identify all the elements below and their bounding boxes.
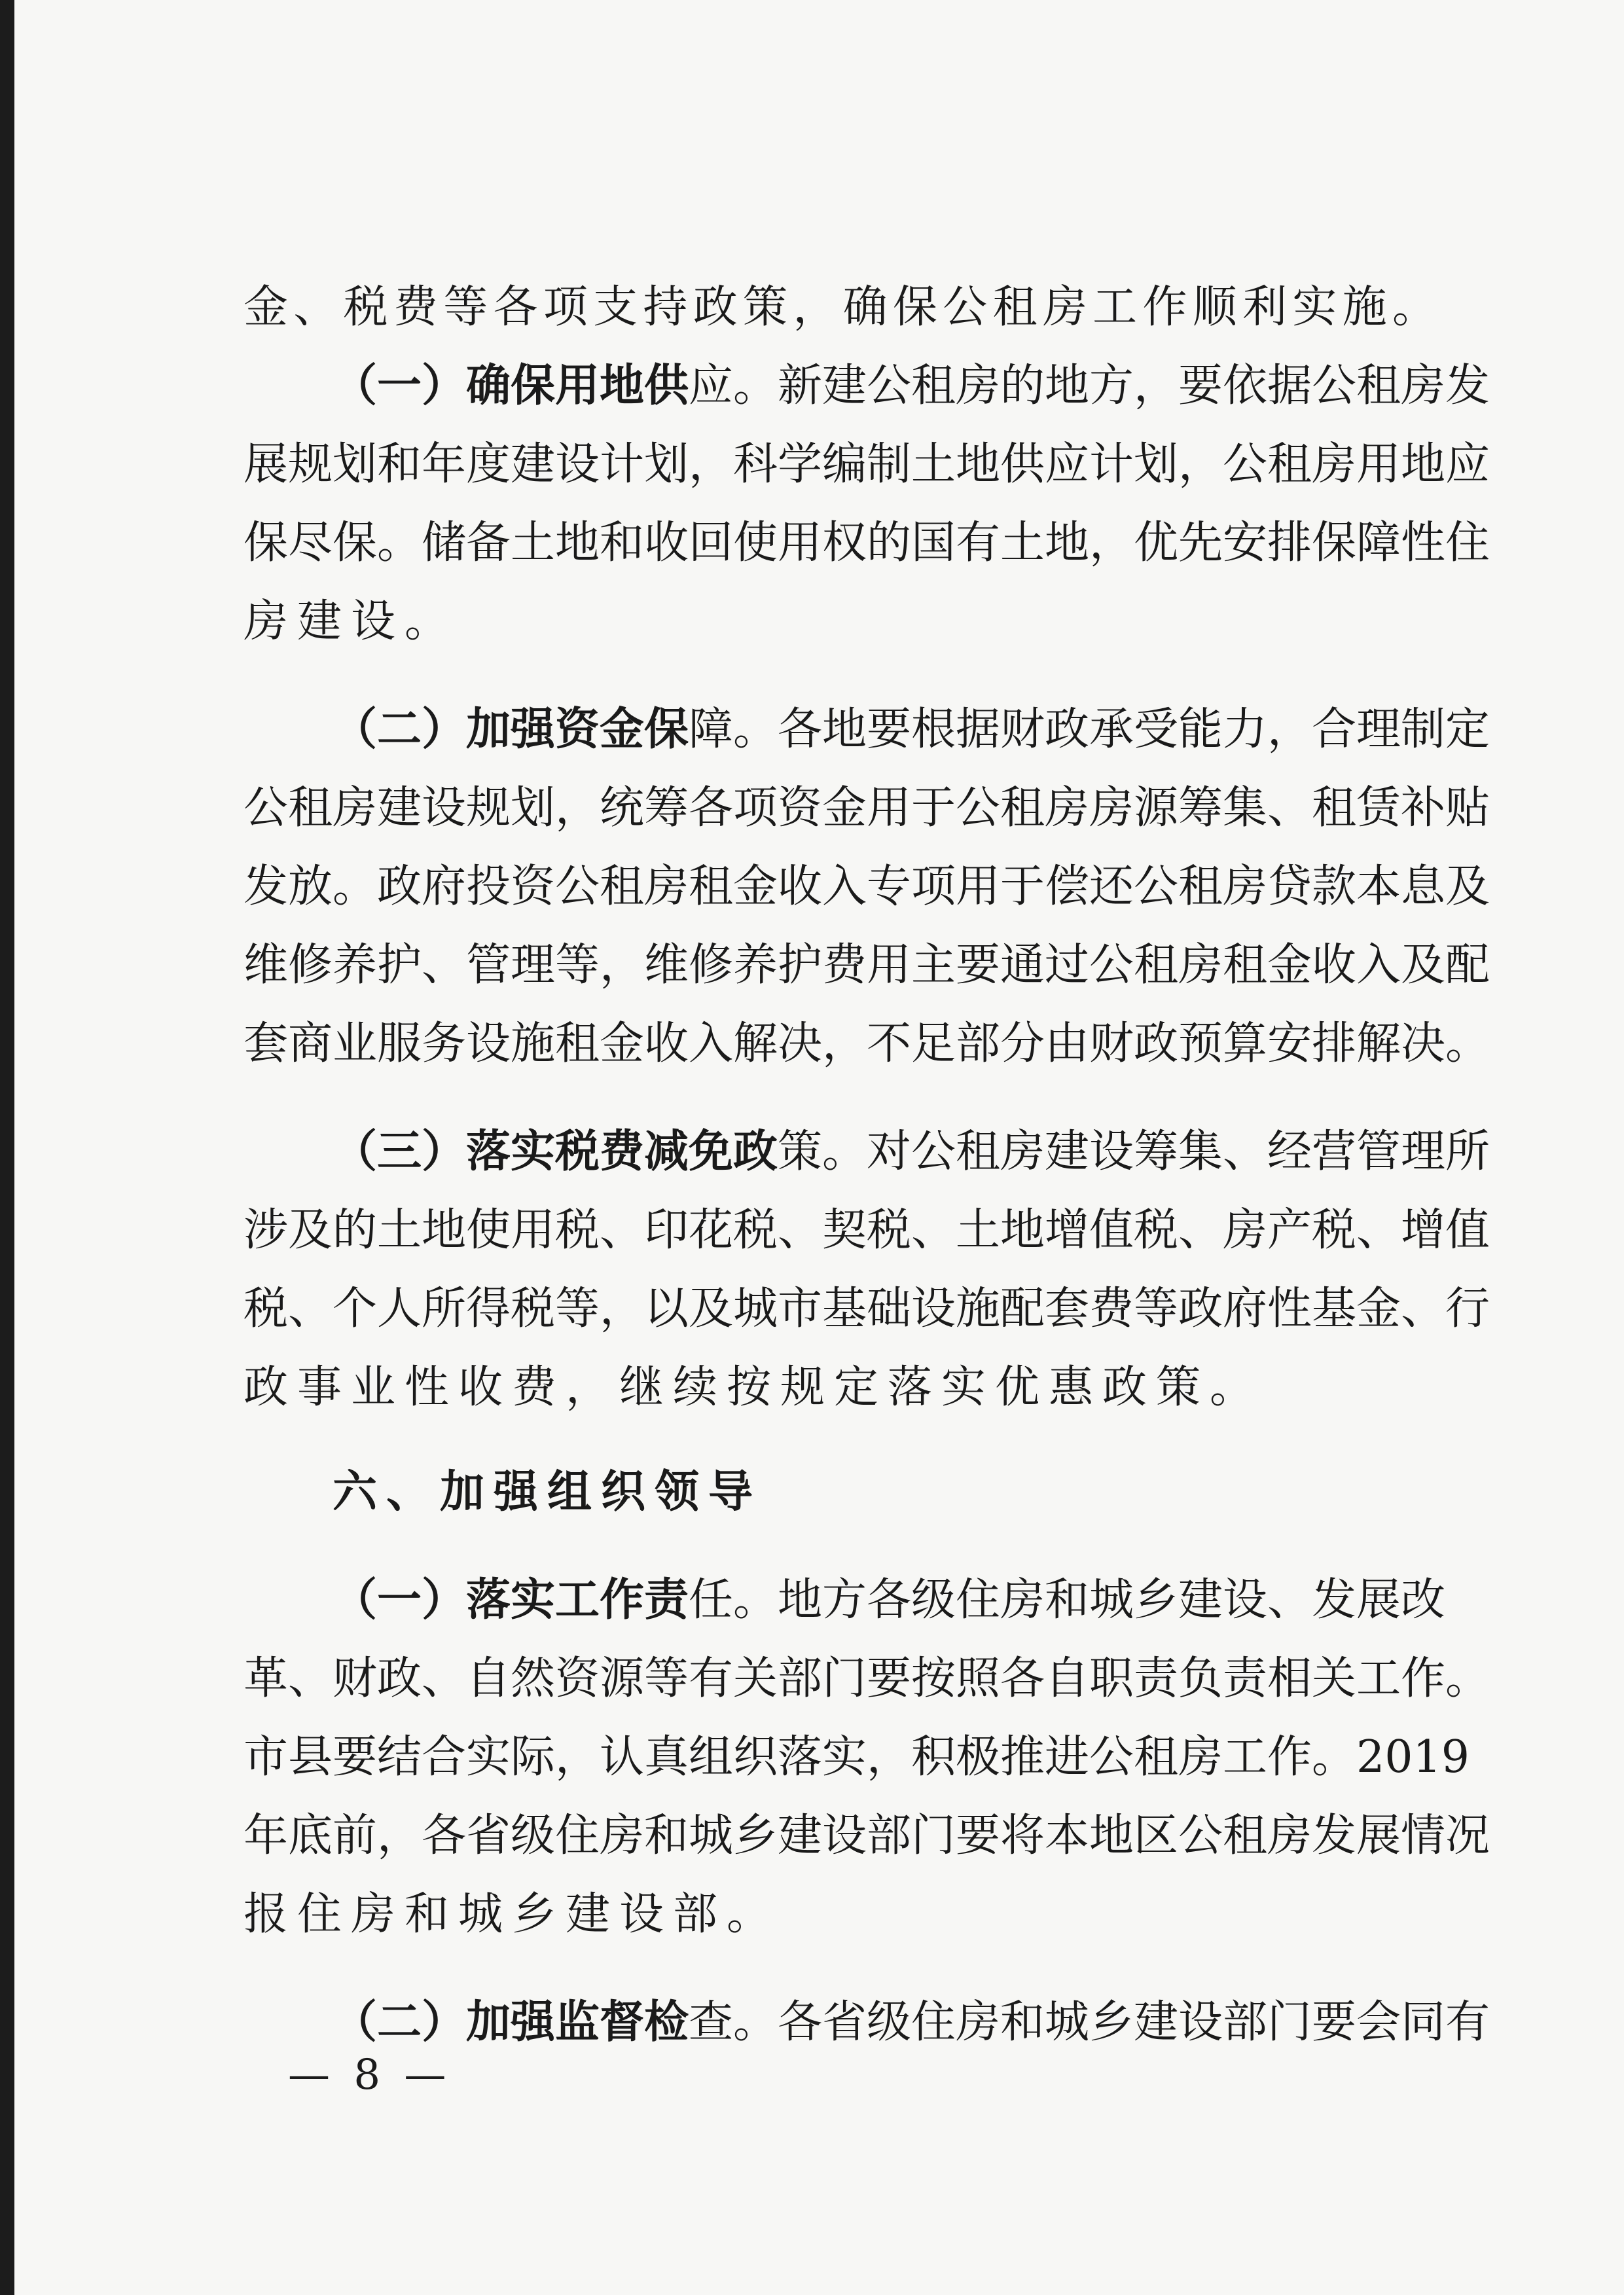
text-line — [0, 1875, 1624, 1954]
text-line — [0, 1983, 1624, 2062]
text-line — [0, 1640, 1624, 1718]
text-line — [0, 1191, 1624, 1270]
body-text: 维修养护、管理等，维修养护费用主要通过公租房租金收入及配 — [244, 939, 1490, 991]
text-line — [0, 1113, 1624, 1191]
body-text: 应。新建公租房的地方，要依据公租房发 — [689, 360, 1490, 412]
text-line — [0, 1453, 1624, 1532]
bold-heading-text: （二）加强资金保 — [333, 704, 689, 755]
bold-heading-text: 六、加强组织领导 — [333, 1466, 763, 1518]
bold-heading-text: （二）加强监督检 — [333, 1997, 689, 2048]
body-text: 年底前，各省级住房和城乡建设部门要将本地区公租房发展情况 — [244, 1810, 1490, 1862]
body-text: 政事业性收费，继续按规定落实优惠政策。 — [244, 1362, 1264, 1413]
text-line — [0, 425, 1624, 504]
body-text: 公租房建设规划，统筹各项资金用于公租房房源筹集、租赁补贴 — [244, 782, 1490, 834]
body-text: 报住房和城乡建设部。 — [244, 1888, 781, 1940]
text-line — [0, 347, 1624, 425]
text-line — [0, 1348, 1624, 1427]
text-line — [0, 504, 1624, 583]
body-text: 房建设。 — [244, 596, 459, 647]
text-line — [0, 1718, 1624, 1797]
body-text: 策。对公租房建设筹集、经营管理所 — [778, 1126, 1490, 1178]
body-text: 金、税费等各项支持政策，确保公租房工作顺利实施。 — [244, 281, 1443, 333]
bold-heading-text: （三）落实税费减免政 — [333, 1126, 778, 1178]
body-text: 革、财政、自然资源等有关部门要按照各自职责负责相关工作。 — [244, 1653, 1490, 1705]
body-text: 发放。政府投资公租房租金收入专项用于偿还公租房贷款本息及 — [244, 861, 1490, 913]
body-text: 障。各地要根据财政承受能力，合理制定 — [689, 704, 1490, 755]
text-line — [0, 268, 1624, 347]
text-line — [0, 926, 1624, 1005]
body-text: 市县要结合实际，认真组织落实，积极推进公租房工作。2019 — [244, 1731, 1470, 1783]
text-line — [0, 848, 1624, 926]
text-line — [0, 583, 1624, 661]
body-text: 税、个人所得税等，以及城市基础设施配套费等政府性基金、行 — [244, 1283, 1490, 1335]
text-line — [0, 1561, 1624, 1640]
body-text: 保尽保。储备土地和收回使用权的国有土地，优先安排保障性住 — [244, 517, 1490, 569]
bold-heading-text: （一）确保用地供 — [333, 360, 689, 412]
bold-heading-text: （一）落实工作责 — [333, 1574, 689, 1626]
page-number: — 8 — — [288, 2051, 452, 2099]
body-text: 涉及的土地使用税、印花税、契税、土地增值税、房产税、增值 — [244, 1204, 1490, 1256]
text-line — [0, 1005, 1624, 1083]
text-line — [0, 769, 1624, 848]
text-line — [0, 1270, 1624, 1348]
text-line — [0, 691, 1624, 769]
body-text: 查。各省级住房和城乡建设部门要会同有 — [689, 1997, 1490, 2048]
body-text: 任。地方各级住房和城乡建设、发展改 — [689, 1574, 1446, 1626]
body-text: 套商业服务设施租金收入解决，不足部分由财政预算安排解决。 — [244, 1018, 1490, 1070]
text-line — [0, 1797, 1624, 1875]
body-text: 展规划和年度建设计划，科学编制土地供应计划，公租房用地应 — [244, 439, 1490, 490]
